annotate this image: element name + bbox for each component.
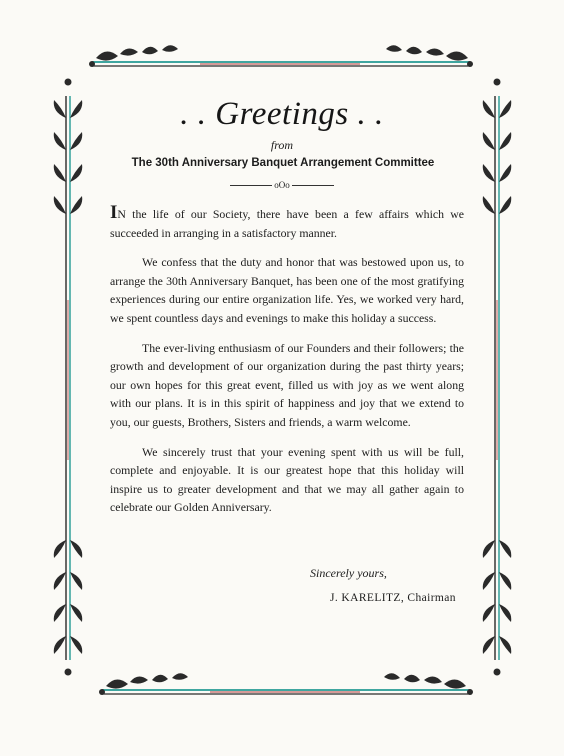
paragraph-1-text: N the life of our Society, there have been a few affairs which we succeeded in arranging in a satisfactory manner. [110, 207, 464, 240]
closing-line: Sincerely yours, [310, 566, 387, 580]
letter-body [110, 202, 464, 528]
divider-rule-right [292, 185, 334, 186]
drop-cap: I [110, 202, 118, 223]
committee-name: The 30th Anniversary Banquet Arrangement Committee [131, 157, 435, 169]
section-divider [230, 178, 334, 192]
top-border-ornament [89, 45, 473, 67]
paragraph-4: We sincerely trust that your evening spent with us will be full, complete and enjoyable. It is our greatest hope that this holiday will inspire us to greater development and that we may all gather again to celebrate our Golden Anniversary. [110, 444, 464, 515]
paragraph-1 [110, 202, 464, 242]
left-border-ornament [54, 79, 83, 676]
signature: J. KARELITZ, Chairman [330, 592, 456, 604]
from-label: from [270, 138, 294, 152]
greeting-title: . . Greetings . . [180, 96, 384, 132]
paragraph-3: The ever-living enthusiasm of our Founders and their followers; the growth and development of our organization during the past thirty years; our own hopes for this great event, filled us with joy as we went along with our plans. It is in this spirit of happiness and joy that we extend to you, our guests, Brothers, Sisters and friends, a warm welcome. [110, 340, 464, 429]
divider-ornament: oOo [274, 180, 290, 190]
paragraph-2: We confess that the duty and honor that was bestowed upon us, to arrange the 30th Anniversary Banquet, has been one of the most gratifying experiences during our entire organization life. Yes, we worked very hard, we spent countless days and evenings to make this holiday a success. [110, 255, 464, 325]
bottom-border-ornament [99, 673, 473, 695]
right-border-ornament [483, 79, 512, 676]
divider-rule-left [230, 185, 272, 186]
